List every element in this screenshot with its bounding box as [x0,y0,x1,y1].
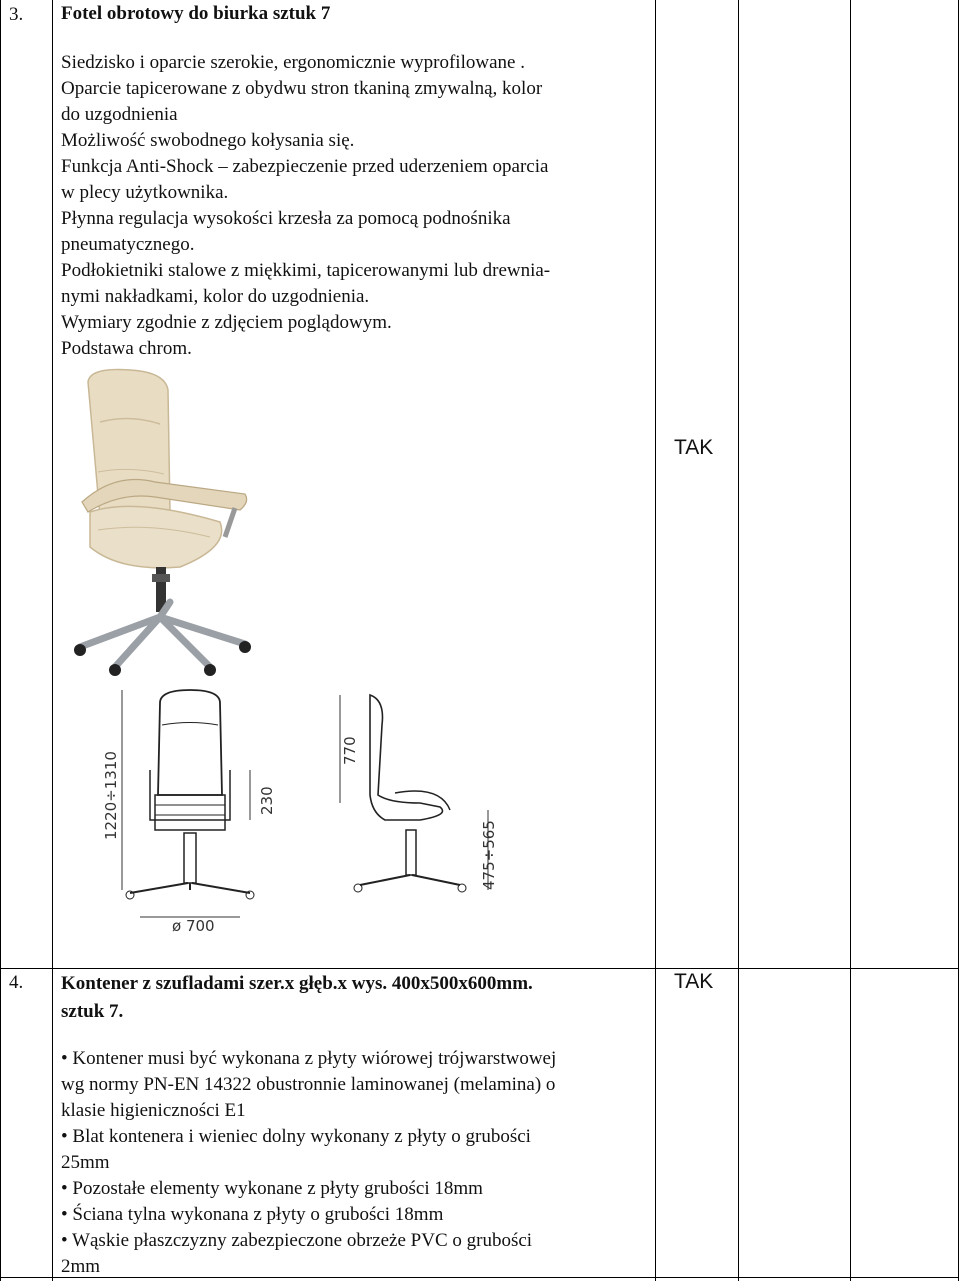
item-description [61,1046,646,1280]
item-description [61,50,646,362]
table-border-right [958,0,959,1281]
description-line: Funkcja Anti-Shock – zabezpieczenie przed uderzeniem oparcia [61,156,549,177]
row-number: 4. [9,972,24,993]
chair-dimension-drawing [100,685,520,945]
description-line: • Blat kontenera i wieniec dolny wykonany z płyty o grubości [61,1126,531,1147]
description-line: nymi nakładkami, kolor do uzgodnienia. [61,286,370,307]
description-line: Podstawa chrom. [61,338,192,359]
row-number: 3. [9,4,24,25]
description-line: pneumatycznego. [61,234,195,255]
dimension-total-height: 1220÷1310 [102,751,120,840]
dimension-base-diameter: ø 700 [172,917,215,935]
description-line: • Ściana tylna wykonana z płyty o grubości 18mm [61,1204,444,1225]
item-title-line: Kontener z szufladami szer.x głęb.x wys. 400x500x600mm. [61,973,533,994]
description-line: w plecy użytkownika. [61,182,229,203]
row-separator [0,968,959,969]
description-line: • Pozostałe elementy wykonane z płyty grubości 18mm [61,1178,483,1199]
compliance-status: TAK [674,970,714,993]
description-line: Podłokietniki stalowe z miękkimi, tapicerowanymi lub drewnia- [61,260,551,281]
description-line: klasie higieniczności E1 [61,1100,246,1121]
description-line: • Wąskie płaszczyzny zabezpieczone obrzeże PVC o grubości [61,1230,533,1251]
compliance-status: TAK [674,436,714,459]
table-divider-number [52,0,53,1281]
description-line: • Kontener musi być wykonana z płyty wiórowej trójwarstwowej [61,1048,557,1069]
description-line: Siedzisko i oparcie szerokie, ergonomicznie wyprofilowane . [61,52,525,73]
description-line: Możliwość swobodnego kołysania się. [61,130,355,151]
description-line: do uzgodnienia [61,104,178,125]
table-divider-description [655,0,656,1281]
chair-photo [60,362,260,677]
description-line: Wymiary zgodnie z zdjęciem poglądowym. [61,312,392,333]
item-title [61,970,651,1026]
description-line: Płynna regulacja wysokości krzesła za pomocą podnośnika [61,208,511,229]
table-divider-compliance [738,0,739,1281]
dimension-back-height: 770 [341,736,359,765]
dimension-armrest: 230 [258,786,276,815]
table-border-left [0,0,1,1281]
description-line: 25mm [61,1152,110,1173]
description-line: 2mm [61,1256,101,1277]
item-title: Fotel obrotowy do biurka sztuk 7 [61,3,331,24]
table-divider-notes [850,0,851,1281]
description-line: wg normy PN-EN 14322 obustronnie laminowanej (melamina) o [61,1074,556,1095]
item-title-line: sztuk 7. [61,1001,124,1022]
description-line: Oparcie tapicerowane z obydwu stron tkaniną zmywalną, kolor [61,78,543,99]
dimension-seat-height: 475÷565 [480,820,498,890]
